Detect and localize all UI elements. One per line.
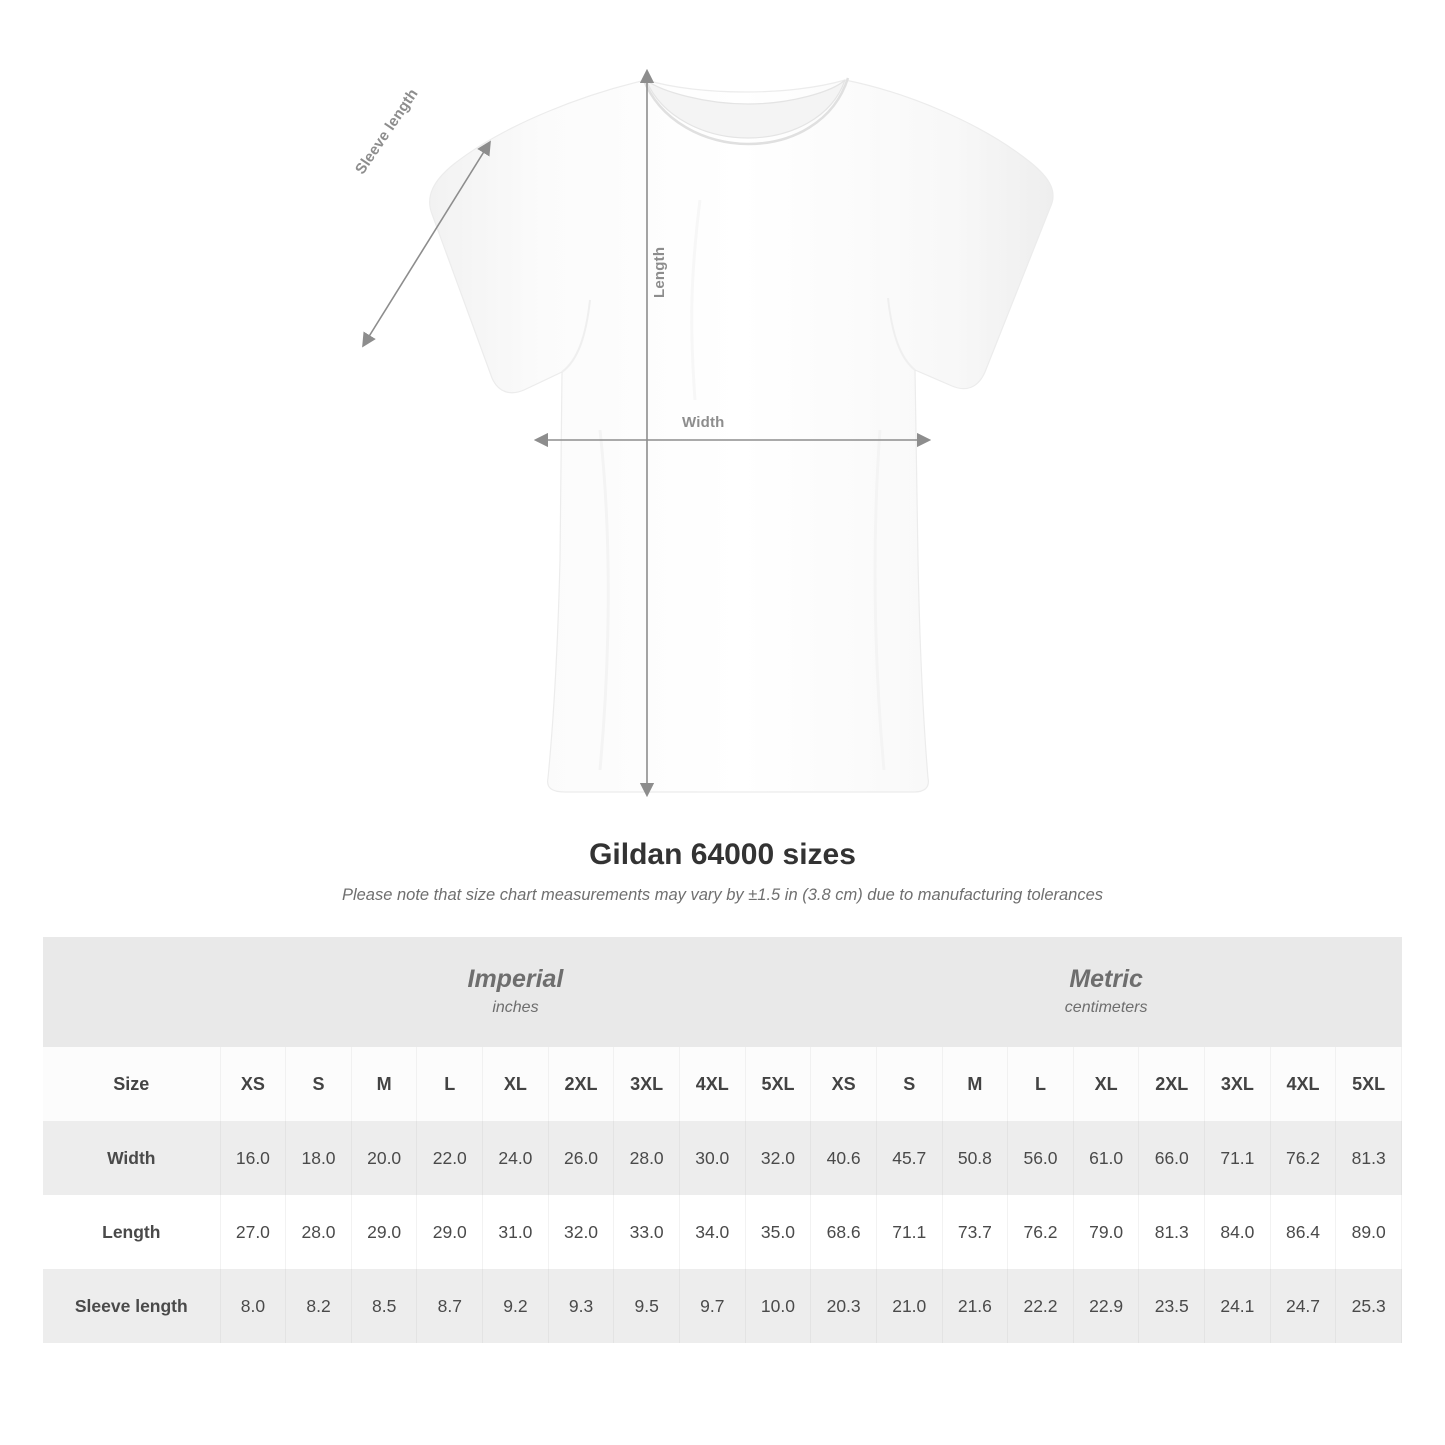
col-header-5xl-imperial: 5XL [745,1047,811,1121]
row-label-sleeve-length: Sleeve length [43,1269,220,1343]
cell-length-13: 79.0 [1073,1195,1139,1269]
col-header-xl-imperial: XL [483,1047,549,1121]
cell-sleeve-4: 9.2 [483,1269,549,1343]
cell-width-3: 22.0 [417,1121,483,1195]
cell-length-14: 81.3 [1139,1195,1205,1269]
cell-length-4: 31.0 [483,1195,549,1269]
cell-sleeve-6: 9.5 [614,1269,680,1343]
cell-sleeve-8: 10.0 [745,1269,811,1343]
cell-sleeve-13: 22.9 [1073,1269,1139,1343]
cell-length-1: 28.0 [286,1195,352,1269]
unit-imperial-name: Imperial [467,964,564,993]
cell-sleeve-2: 8.5 [351,1269,417,1343]
cell-width-7: 30.0 [679,1121,745,1195]
cell-width-5: 26.0 [548,1121,614,1195]
size-chart-table-wrap [43,937,1402,1343]
page-title: Gildan 64000 sizes [589,838,856,871]
size-row-label: Size [43,1047,220,1121]
col-header-s-metric: S [876,1047,942,1121]
cell-sleeve-3: 8.7 [417,1269,483,1343]
cell-width-10: 45.7 [876,1121,942,1195]
cell-sleeve-17: 25.3 [1336,1269,1402,1343]
col-header-3xl-metric: 3XL [1205,1047,1271,1121]
cell-width-8: 32.0 [745,1121,811,1195]
col-header-2xl-metric: 2XL [1139,1047,1205,1121]
cell-width-4: 24.0 [483,1121,549,1195]
cell-width-0: 16.0 [220,1121,286,1195]
col-header-l-metric: L [1008,1047,1074,1121]
col-header-s-imperial: S [286,1047,352,1121]
cell-length-8: 35.0 [745,1195,811,1269]
unit-imperial-sub: inches [492,998,539,1016]
cell-sleeve-10: 21.0 [876,1269,942,1343]
cell-length-10: 71.1 [876,1195,942,1269]
table-row [43,1195,1402,1269]
cell-width-16: 76.2 [1270,1121,1336,1195]
col-header-m-imperial: M [351,1047,417,1121]
cell-width-17: 81.3 [1336,1121,1402,1195]
cell-sleeve-7: 9.7 [679,1269,745,1343]
cell-sleeve-0: 8.0 [220,1269,286,1343]
col-header-5xl-metric: 5XL [1336,1047,1402,1121]
col-header-3xl-imperial: 3XL [614,1047,680,1121]
unit-metric [811,937,1402,1047]
unit-metric-sub: centimeters [1064,998,1148,1016]
col-header-m-metric: M [942,1047,1008,1121]
cell-sleeve-15: 24.1 [1205,1269,1271,1343]
cell-sleeve-11: 21.6 [942,1269,1008,1343]
cell-width-15: 71.1 [1205,1121,1271,1195]
cell-sleeve-1: 8.2 [286,1269,352,1343]
title-block [0,838,1445,905]
size-chart-table [43,937,1402,1343]
cell-sleeve-5: 9.3 [548,1269,614,1343]
cell-length-5: 32.0 [548,1195,614,1269]
col-header-4xl-metric: 4XL [1270,1047,1336,1121]
cell-length-9: 68.6 [811,1195,877,1269]
cell-length-11: 73.7 [942,1195,1008,1269]
col-header-l-imperial: L [417,1047,483,1121]
col-header-4xl-imperial: 4XL [679,1047,745,1121]
cell-sleeve-14: 23.5 [1139,1269,1205,1343]
cell-length-12: 76.2 [1008,1195,1074,1269]
col-header-2xl-imperial: 2XL [548,1047,614,1121]
sleeve-length-label: Sleeve length [352,85,422,178]
cell-sleeve-9: 20.3 [811,1269,877,1343]
length-label: Length [651,246,668,298]
row-label-length: Length [43,1195,220,1269]
cell-length-7: 34.0 [679,1195,745,1269]
cell-length-6: 33.0 [614,1195,680,1269]
unit-metric-name: Metric [1069,964,1143,993]
cell-width-12: 56.0 [1008,1121,1074,1195]
col-header-xl-metric: XL [1073,1047,1139,1121]
cell-sleeve-16: 24.7 [1270,1269,1336,1343]
cell-width-2: 20.0 [351,1121,417,1195]
table-row [43,1121,1402,1195]
units-header-row [43,937,1402,1047]
cell-length-17: 89.0 [1336,1195,1402,1269]
cell-width-11: 50.8 [942,1121,1008,1195]
unit-imperial [220,937,811,1047]
tolerance-note: Please note that size chart measurements may vary by ±1.5 in (3.8 cm) due to manufacturing tolerances [341,886,1104,904]
cell-width-13: 61.0 [1073,1121,1139,1195]
col-header-xs-imperial: XS [220,1047,286,1121]
cell-length-15: 84.0 [1205,1195,1271,1269]
cell-length-3: 29.0 [417,1195,483,1269]
cell-length-2: 29.0 [351,1195,417,1269]
table-row [43,1269,1402,1343]
cell-width-9: 40.6 [811,1121,877,1195]
cell-width-6: 28.0 [614,1121,680,1195]
units-spacer [43,937,220,1047]
row-label-width: Width [43,1121,220,1195]
cell-length-16: 86.4 [1270,1195,1336,1269]
cell-width-1: 18.0 [286,1121,352,1195]
size-header-row [43,1047,1402,1121]
cell-length-0: 27.0 [220,1195,286,1269]
col-header-xs-metric: XS [811,1047,877,1121]
cell-sleeve-12: 22.2 [1008,1269,1074,1343]
cell-width-14: 66.0 [1139,1121,1205,1195]
width-label: Width [682,414,725,431]
